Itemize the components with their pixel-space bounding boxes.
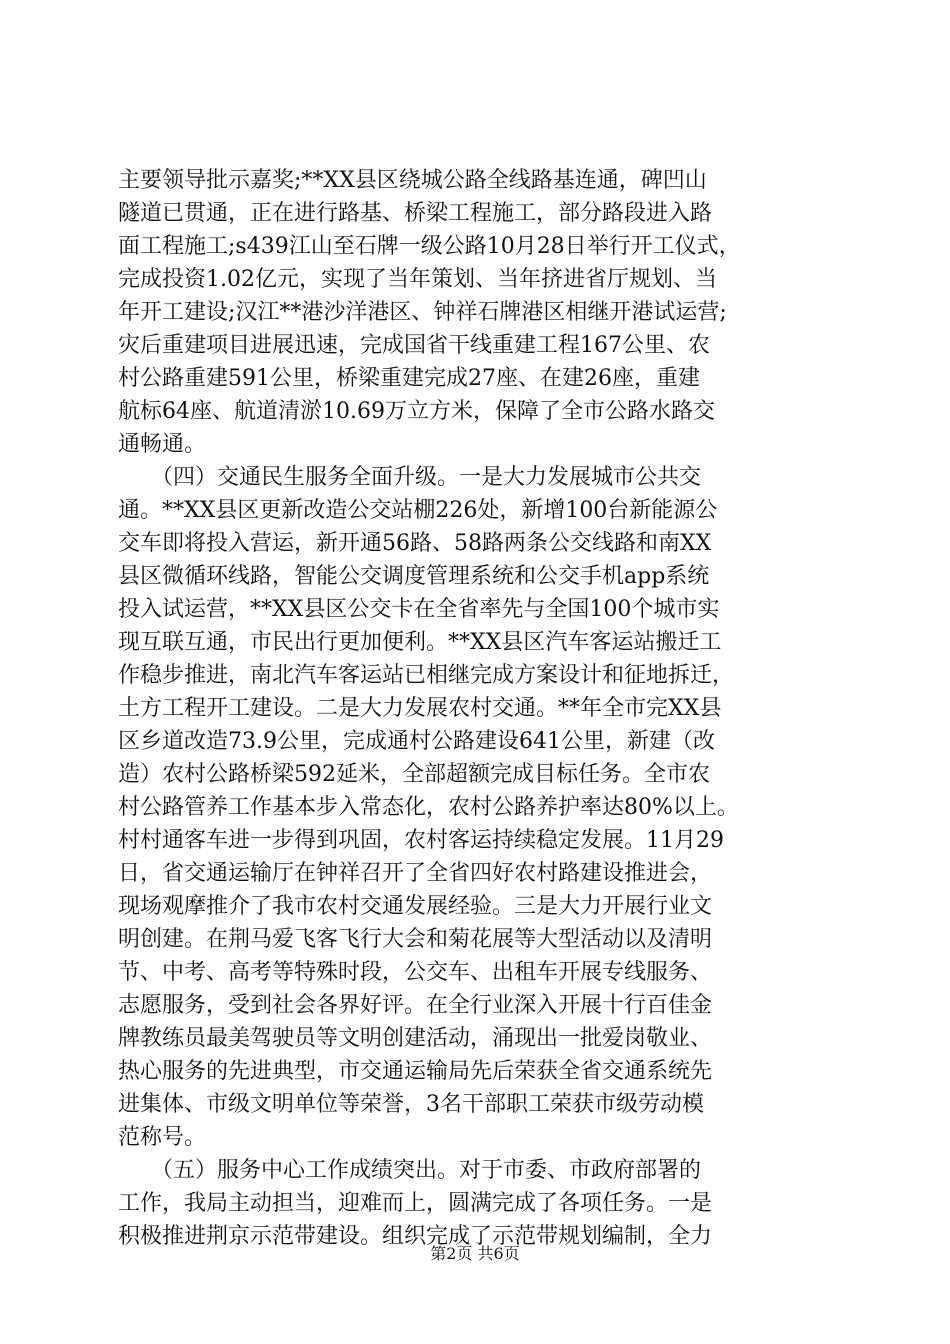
text-line: 日，省交通运输厅在钟祥召开了全省四好农村路建设推进会， [118,861,713,886]
text-line: 主要领导批示嘉奖;**XX县区绕城公路全线路基连通，碑凹山 [118,168,707,193]
text-line: 年开工建设;汉江**港沙洋港区、钟祥石牌港区相继开港试运营; [118,300,727,325]
text-line: 航标64座、航道清淤10.69万立方米，保障了全市公路水路交 [118,399,715,424]
text-line: 范称号。 [118,1125,207,1150]
text-line: 投入试运营，**XX县区公交卡在全省率先与全国100个城市实 [118,597,720,622]
text-line: 土方工程开工建设。二是大力发展农村交通。**年全市完XX县 [118,696,722,721]
text-line: 热心服务的先进典型，市交通运输局先后荣获全省交通系统先 [118,1059,713,1084]
text-line: 县区微循环线路，智能公交调度管理系统和公交手机app系统 [118,564,710,589]
text-line: 村公路管养工作基本步入常态化，农村公路养护率达80%以上。 [118,795,739,820]
text-line: 牌教练员最美驾驶员等文明创建活动，涌现出一批爱岗敬业、 [118,1026,713,1051]
text-line: 灾后重建项目进展迅速，完成国省干线重建工程167公里、农 [118,333,710,358]
text-line: 面工程施工;s439江山至石牌一级公路10月28日举行开工仪式， [118,234,741,259]
text-line: 村公路重建591公里，桥梁重建完成27座、在建26座，重建 [118,366,700,391]
page-number-footer: 第2页 共6页 [430,1244,520,1263]
text-line: 现场观摩推介了我市农村交通发展经验。三是大力开展行业文 [118,894,713,919]
text-line: 志愿服务，受到社会各界好评。在全行业深入开展十行百佳金 [118,993,713,1018]
document-body [118,164,834,1253]
text-line: 进集体、市级文明单位等荣誉，3名干部职工荣获市级劳动模 [118,1092,704,1117]
text-line: 积极推进荆京示范带建设。组织完成了示范带规划编制，全力 [118,1224,713,1249]
text-line: （五）服务中心工作成绩突出。对于市委、市政府部署的 [118,1158,702,1183]
text-line: 村村通客车进一步得到巩固，农村客运持续稳定发展。11月29 [118,828,724,853]
text-line: 区乡道改造73.9公里，完成通村公路建设641公里，新建（改 [118,729,715,754]
text-line: 现互联互通，市民出行更加便利。**XX县区汽车客运站搬迁工 [118,630,722,655]
text-line: 造）农村公路桥梁592延米，全部超额完成目标任务。全市农 [118,762,710,787]
text-line: 通畅通。 [118,432,207,457]
text-line: 明创建。在荆马爱飞客飞行大会和菊花展等大型活动以及清明 [118,927,713,952]
text-line: 完成投资1.02亿元，实现了当年策划、当年挤进省厅规划、当 [118,267,717,292]
text-line: （四）交通民生服务全面升级。一是大力发展城市公共交 [118,465,702,490]
text-line: 交车即将投入营运，新开通56路、58路两条公交线路和南XX [118,531,712,556]
text-line: 作稳步推进，南北汽车客运站已相继完成方案设计和征地拆迁， [118,663,735,688]
text-line: 工作，我局主动担当，迎难而上，圆满完成了各项任务。一是 [118,1191,713,1216]
text-line: 隧道已贯通，正在进行路基、桥梁工程施工，部分路段进入路 [118,201,713,226]
text-line: 通。**XX县区更新改造公交站棚226处，新增100台新能源公 [118,498,718,523]
text-line: 节、中考、高考等特殊时段，公交车、出租车开展专线服务、 [118,960,713,985]
